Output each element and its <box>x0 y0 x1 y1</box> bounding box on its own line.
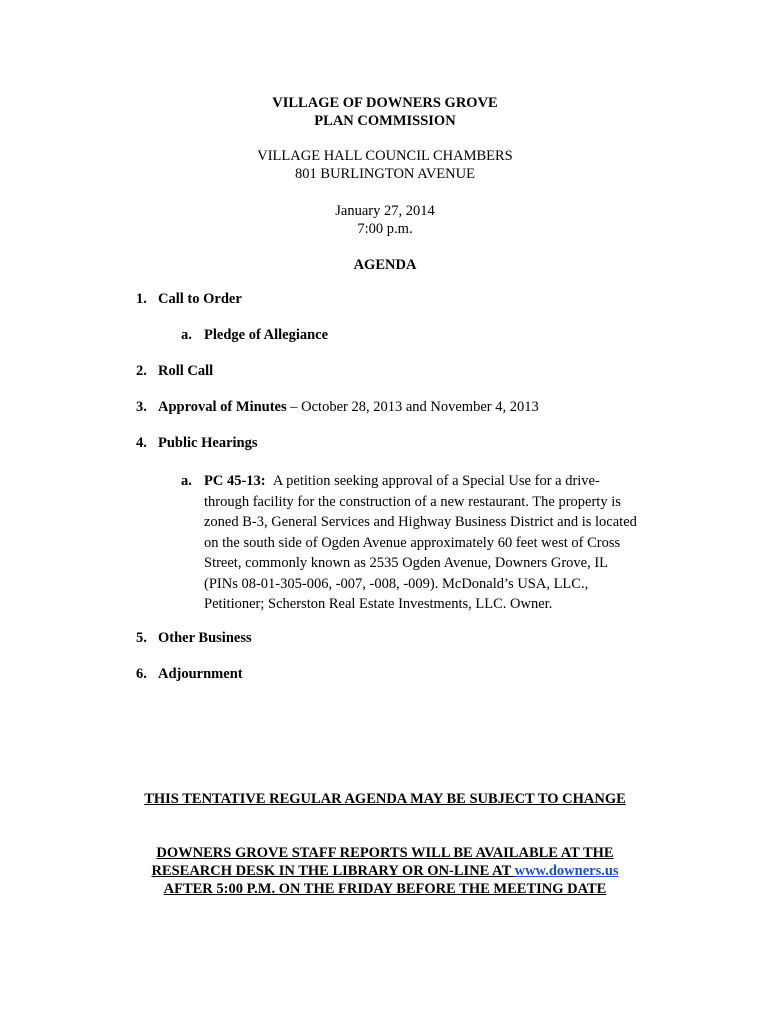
agenda-item-other-business <box>136 629 252 647</box>
item-number: 4. <box>136 435 147 451</box>
item-number: 3. <box>136 399 147 415</box>
item-detail: – October 28, 2013 and November 4, 2013 <box>286 399 539 415</box>
subitem-label: Pledge of Allegiance <box>204 327 329 343</box>
item-label: Public Hearings <box>158 435 258 451</box>
item-label: Other Business <box>158 630 252 646</box>
item-number: 2. <box>136 363 147 379</box>
petition-body <box>204 471 661 615</box>
meeting-date: January 27, 2014 <box>335 203 435 219</box>
item-number: 1. <box>136 291 147 307</box>
reports-notice-line1: DOWNERS GROVE STAFF REPORTS WILL BE AVAILABLE AT THE <box>156 845 614 861</box>
agenda-item-call-to-order <box>136 290 242 308</box>
tentative-notice: THIS TENTATIVE REGULAR AGENDA MAY BE SUBJECT TO CHANGE <box>144 791 626 807</box>
downers-website-link[interactable]: www.downers.us <box>514 863 619 879</box>
reports-notice-line2-text: RESEARCH DESK IN THE LIBRARY OR ON-LINE AT <box>151 863 515 879</box>
item-number: 6. <box>136 666 147 682</box>
agenda-item-adjournment <box>136 665 243 683</box>
commission-name: PLAN COMMISSION <box>314 113 456 129</box>
agenda-item-roll-call <box>136 362 213 380</box>
petition-text: A petition seeking approval of a Special Use for a drive- through facility for the construction of a new restaurant. The property is zoned B-3, General Services and Highway Business District and is located on the south side of Ogden Avenue approximately 60 feet west of Cross Street, commonly known as 2535 Ogden Avenue, Downers Grove, IL (PINs 08-01-305-006, -007, -008, -009). McDonald’s USA, LLC., Petitioner; Scherston Real Estate Investments, LLC. Owner. <box>204 473 637 612</box>
meeting-address: 801 BURLINGTON AVENUE <box>295 166 475 182</box>
item-label: Roll Call <box>158 363 214 379</box>
item-number: 5. <box>136 630 147 646</box>
item-label: Approval of Minutes <box>158 399 287 415</box>
meeting-time: 7:00 p.m. <box>357 221 413 237</box>
agenda-item-approval-of-minutes <box>136 398 539 416</box>
subitem-petition <box>181 471 661 615</box>
item-label: Call to Order <box>158 291 242 307</box>
subitem-letter: a. <box>181 327 192 343</box>
reports-notice-line2 <box>0 862 770 880</box>
item-label: Adjournment <box>158 666 243 682</box>
agenda-item-public-hearings <box>136 434 258 452</box>
meeting-location: VILLAGE HALL COUNCIL CHAMBERS <box>257 148 513 164</box>
org-name: VILLAGE OF DOWNERS GROVE <box>272 95 498 111</box>
subitem-letter: a. <box>181 473 192 489</box>
petition-case-number: PC 45-13: <box>204 473 266 489</box>
agenda-title: AGENDA <box>353 257 417 273</box>
reports-notice-line3: AFTER 5:00 P.M. ON THE FRIDAY BEFORE THE MEETING DATE <box>163 881 607 897</box>
subitem-pledge <box>181 326 328 344</box>
